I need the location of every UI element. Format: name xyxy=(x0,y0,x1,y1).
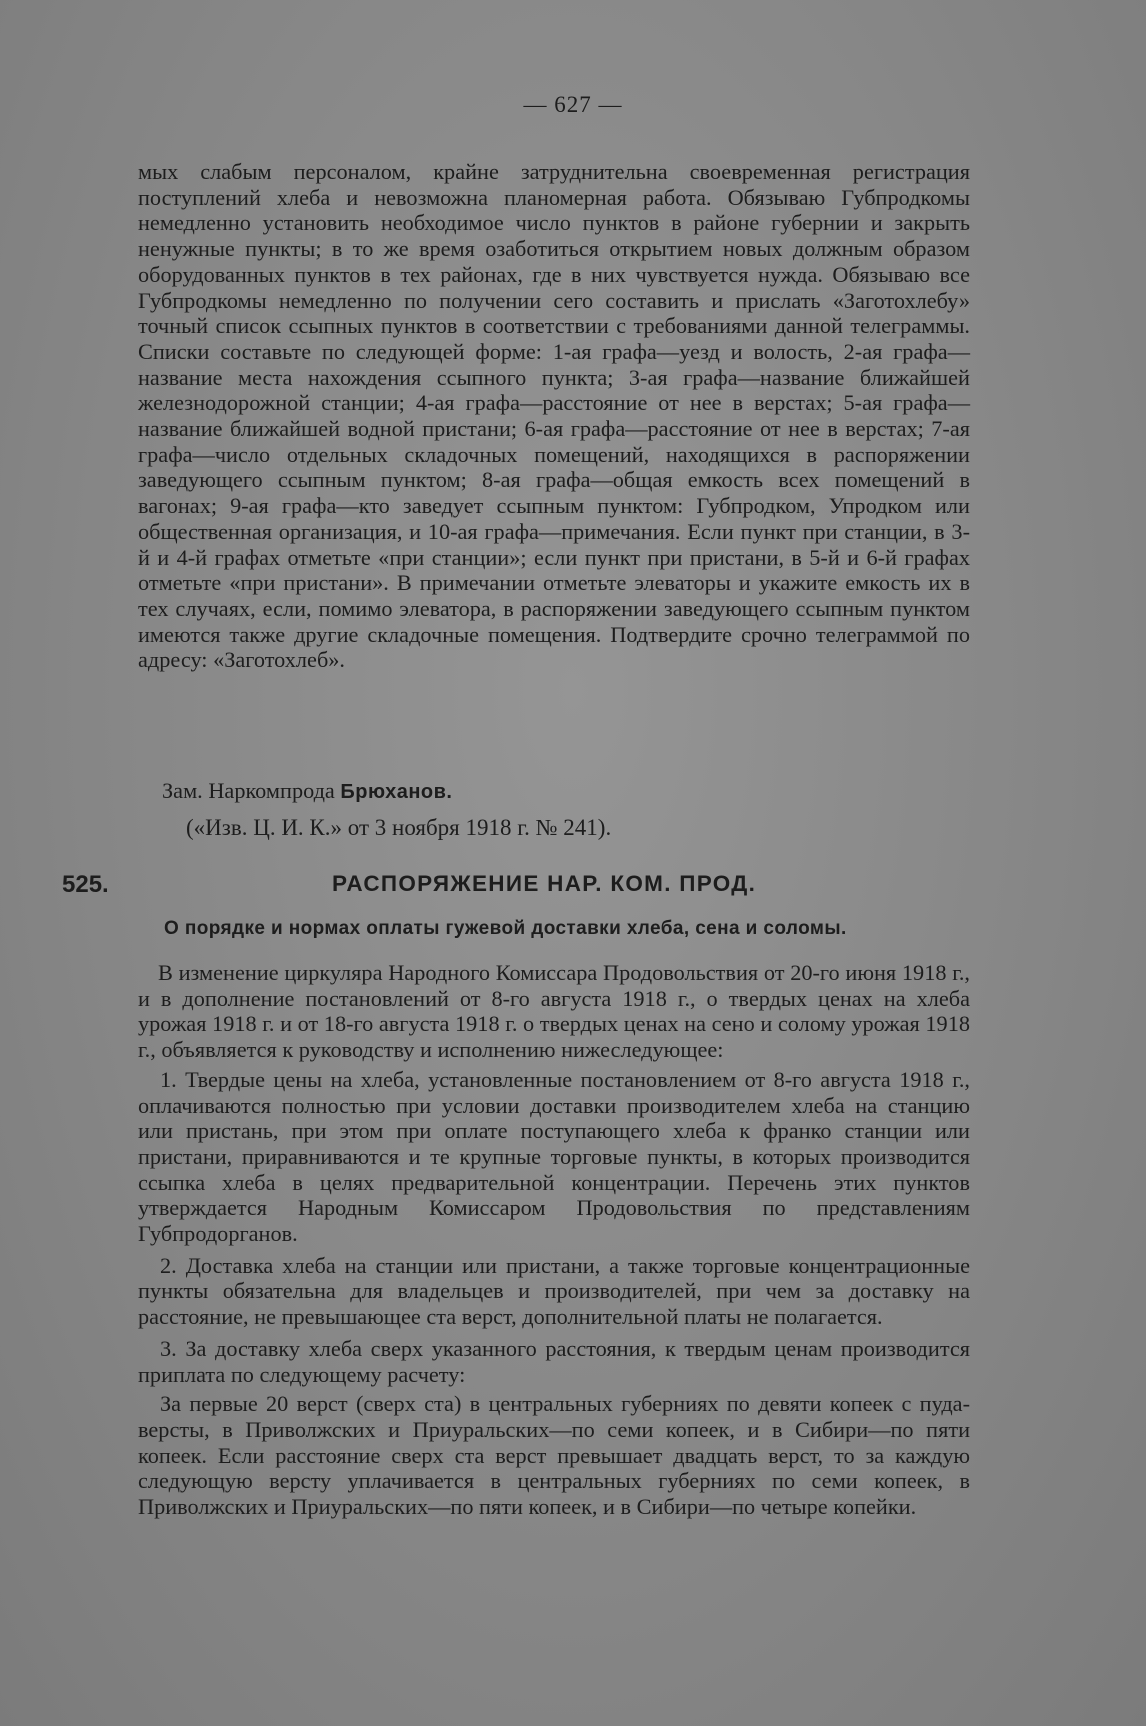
continuation-paragraph: мых слабым персоналом, крайне затруднительна своевременная регистрация поступлений хлеба и невозможна планомерная работа. Обязываю Губпродкомы немедленно установить необходимое число пунктов в районе губернии и закрыть ненужные пункты; в то же время озаботиться открытием новых должным образом оборудованных пунктов в тех районах, где в них чувствуется нужда. Обязываю все Губпродкомы немедленно по получении сего составить и прислать «Заготохлебу» точный список ссыпных пунктов в соответствии с требованиями данной телеграммы. Списки составьте по следующей форме: 1-ая графа—уезд и волость, 2-ая графа—название места нахождения ссыпного пункта; 3-ая графа—название ближайшей железнодорожной станции; 4-ая графа—расстояние от нее в верстах; 5-ая графа—название ближайшей водной пристани; 6-ая графа—расстояние от нее в верстах; 7-ая графа—число отдельных складочных помещений, находящихся в распоряжении заведующего ссыпным пунктом; 8-ая графа—общая емкость всех помещений в вагонах; 9-ая графа—кто заведует ссыпным пунктом: Губпродком, Упродком или общественная организация, и 10-ая графа—примечания. Если пункт при станции, в 3-й и 4-й графах отметьте «при станции»; если пункт при пристани, в 5-й и 6-й графах отметьте «при пристани». В примечании отметьте элеваторы и укажите емкость их в тех случаях, если, помимо элеватора, в распоряжении заведующего ссыпным пунктом имеются также другие складочные помещения. Подтвердите срочно телеграммой по адресу: «Заготохлеб». xyxy=(138,159,970,673)
body-paragraph: В изменение циркуляра Народного Комиссара Продовольствия от 20-го июня 1918 г., и в дополнение постановлений от 8-го августа 1918 г., о твердых ценах на хлеба урожая 1918 г. и от 18-го августа 1918 г. о твердых ценах на сено и солому урожая 1918 г., объявляется к руководству и исполнению нижеследующее: xyxy=(138,960,970,1063)
signature-prefix: Зам. Наркомпрода xyxy=(162,778,335,803)
page-number: — 627 — xyxy=(523,92,623,117)
document-subtitle: О порядке и нормах оплаты гужевой доставки хлеба, сена и соломы. xyxy=(164,918,847,939)
body-paragraph: 3. За доставку хлеба сверх указанного расстояния, к твердым ценам производится приплата по следующему расчету: xyxy=(138,1335,970,1387)
signature-line xyxy=(162,778,453,804)
body-paragraph: 2. Доставка хлеба на станции или пристани, а также торговые концентрационные пункты обязательна для владельцев и производителей, при чем за доставку на расстояние, не превышающее ста верст, дополнительной платы не полагается. xyxy=(138,1252,970,1330)
document-body xyxy=(138,960,970,1524)
signature-name: Брюханов. xyxy=(340,781,453,803)
source-citation: («Изв. Ц. И. К.» от 3 ноября 1918 г. № 241). xyxy=(186,815,612,840)
body-paragraph: За первые 20 верст (сверх ста) в центральных губерниях по девяти копеек с пуда-версты, в Приволжских и Приуральских—по семи копеек, и в Сибири—по пяти копеек. Если расстояние сверх ста верст превышает двадцать верст, то за каждую следующую версту уплачивается в центральных губерниях по семи копеек, в Приволжских и Приуральских—по пяти копеек, и в Сибири—по четыре копейки. xyxy=(138,1391,970,1520)
continuation-text-block xyxy=(138,159,970,673)
document-number: 525. xyxy=(62,871,109,898)
body-paragraph: 1. Твердые цены на хлеба, установленные постановлением от 8-го августа 1918 г., оплачиваются полностью при условии доставки производителем хлеба на станцию или пристань, при этом при оплате поступающего хлеба к франко станции или пристани, приравниваются и те крупные торговые пункты, в которых производится ссыпка хлеба в целях предварительной концентрации. Перечень этих пунктов утверждается Народным Комиссаром Продовольствия по представлениям Губпродорганов. xyxy=(138,1066,970,1247)
document-title: РАСПОРЯЖЕНИЕ НАР. КОМ. ПРОД. xyxy=(332,871,757,896)
